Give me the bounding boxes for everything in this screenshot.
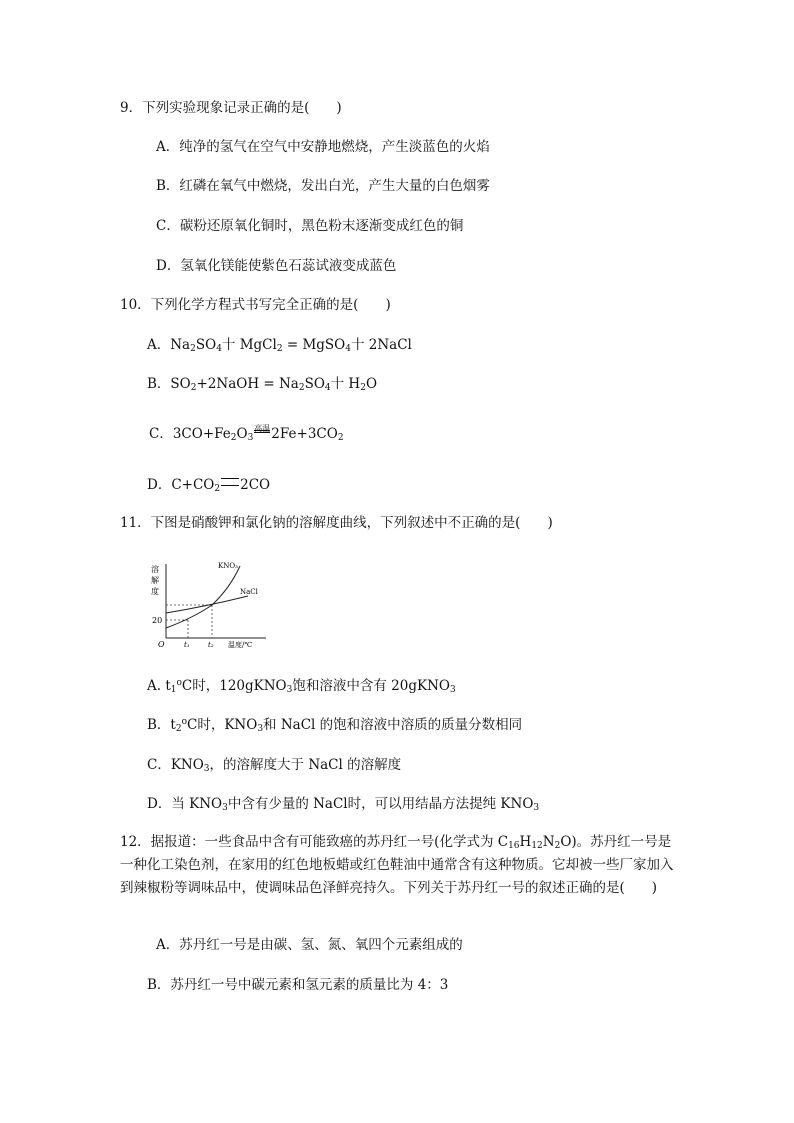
nacl-label: NaCl [240,588,258,596]
y-label-2: 解 [151,576,159,585]
x-tick-t2: t₂ [208,641,214,648]
solubility-chart-svg [148,556,274,648]
q12-option-b: B．苏丹红一号中碳元素和氢元素的质量比为 4：3 [147,977,449,993]
solubility-chart [148,556,274,648]
kno3-label: KNO₃ [218,562,238,570]
q11-option-d: D．当 $KNO_3$中含有少量的 NaCl时，可以用结晶方法提纯 $KNO_3$ [147,796,540,813]
kno3-curve [166,566,240,628]
x-tick-t1: t₁ [184,641,190,648]
y-label-3: 度 [151,587,159,596]
x-label: 温度/℃ [228,641,253,648]
y-tick-20: 20 [152,616,163,625]
reaction-condition: 高温 [254,420,270,438]
q11-option-a: A. $t_1^oC$时，120gKNO$_3$饱和溶液中含有 20gKNO$_3$ [147,678,456,695]
equals-sign [221,478,239,486]
q12-option-a: A．苏丹红一号是由碳、氢、氮、氧四个元素组成的 [156,937,463,953]
q10-stem: 10．下列化学方程式书写完全正确的是( ) [120,297,391,313]
q9-option-b: B．红磷在氧气中燃烧，发出白光，产生大量的白色烟雾 [156,178,490,194]
q10-option-c: C．$3CO+Fe_2O_3$高温$2Fe+3CO_2$ [149,425,344,445]
q9-stem: 9．下列实验现象记录正确的是( ) [120,100,342,116]
y-label-1: 溶 [151,565,159,574]
q12-stem: 12．据报道：一些食品中含有可能致癌的苏丹红一号(化学式为 $C_{16}H_{12}N_2O$)。苏丹红一号是一种化工染色剂，在家用的红色地板蜡或红色鞋油中通常含有这种物质。它却被一些厂家加入到辣椒粉等调味品中，使调味品色泽鲜亮持久。下列关于苏丹红一号的叙述正确的是( ) [120,834,674,896]
q10-option-a: A．$Na_2SO_4$十 MgCl$_2$ = MgSO$_4$十 2NaCl [147,337,412,354]
q11-option-b: B．$t_2^oC$时，$KNO_3$和 NaCl 的饱和溶液中溶质的质量分数相同 [147,717,523,734]
q9-option-c: C．碳粉还原氧化铜时，黑色粉末逐渐变成红色的铜 [156,218,464,234]
origin-label: O [158,640,165,648]
q9-option-d: D．氢氧化镁能使紫色石蕊试液变成蓝色 [156,258,397,274]
q10-option-b: B．$SO_2+2NaOH = Na_2SO_4$十 $H_2O$ [147,376,378,393]
q9-option-a: A．纯净的氢气在空气中安静地燃烧，产生淡蓝色的火焰 [156,139,490,155]
q11-option-c: C．$KNO_3$，的溶解度大于 NaCl 的溶解度 [147,757,402,774]
q10-option-d: D．$C+CO_2$ 2CO [147,477,271,494]
nacl-curve [166,596,248,613]
q11-stem: 11．下图是硝酸钾和氯化钠的溶解度曲线，下列叙述中不正确的是( ) [120,515,553,531]
